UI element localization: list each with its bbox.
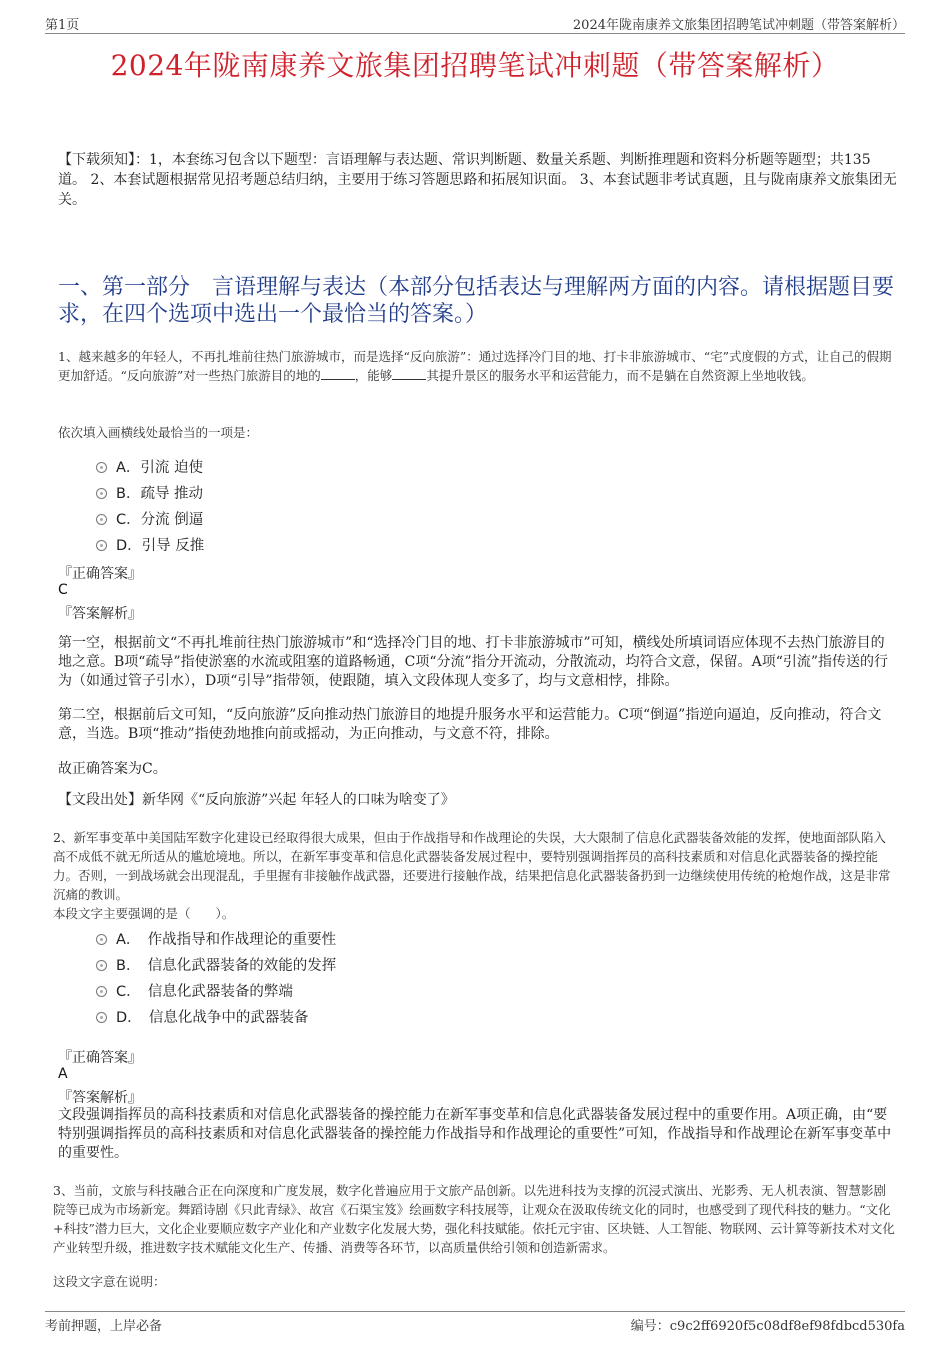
analysis-paragraph-1: 第一空，根据前文“不再扎堆前往热门旅游城市”和“选择冷门目的地、打卡非旅游城市”可知，横线处所填词语应体现不去热门旅游目的地之意。B项“疏导”指使淤塞的水流或阻塞的道路畅通，C项“分流”指分开流动，分散流动，均符合文意，保留。A项“引流”指传送的行为（如通过管子引水），D项“引导”指带领，使跟随，填入文段体现人变多了，均与文意相悖，排除。 <box>58 635 889 689</box>
analysis-paragraph-2: 第二空，根据前后文可知，“反向旅游”反向推动热门旅游目的地提升服务水平和运营能力。C项“倒逼”指逆向逼迫，反向推动，符合文意，当选。B项“推动”指使劲地推向前或摇动，为正向推动，与文意不符，排除。 <box>58 707 882 742</box>
radio-icon[interactable] <box>96 514 107 525</box>
page-number: 第1页 <box>45 18 80 33</box>
question-1-prompt: 依次填入画横线处最恰当的一项是： <box>58 425 259 440</box>
radio-icon[interactable] <box>96 960 107 971</box>
question-1-stem: 1、越来越多的年轻人，不再扎堆前往热门旅游城市，而是选择“反向旅游”：通过选择冷门目的地、打卡非旅游城市、“宅”式度假的方式，让自己的假期更加舒适。“反向旅游”对一些热门旅游目的地的 ，能够 其提升景区的服务水平和运营能力，而不是躺在自然资源上坐地收钱。 <box>58 349 892 383</box>
footer-slogan: 考前押题，上岸必备 <box>45 1319 163 1334</box>
answer-label: 『正确答案』 <box>58 566 142 582</box>
answer-value: C <box>58 582 68 598</box>
footer-rule <box>45 1311 905 1312</box>
download-notice: 【下载须知】：1，本套练习包含以下题型：言语理解与表达题、常识判断题、数量关系题、判断推理题和资料分析题等题型；共135道。 2、本套试题根据常见招考题总结归纳，主要用于练习答题思路和拓展知识面。 3、本套试题非考试真题，且与陇南康养文旅集团无关。 <box>58 152 897 208</box>
blank-2 <box>392 367 426 380</box>
option-a[interactable]: A．引流 迫使 <box>96 456 203 477</box>
question-3-stem: 3、当前，文旅与科技融合正在向深度和广度发展，数字化普遍应用于文旅产品创新。以先进科技为支撑的沉浸式演出、光影秀、无人机表演、智慧影剧院等已成为市场新宠。舞蹈诗剧《只此青绿》、故宫《石渠宝笈》绘画数字科技展等，让观众在汲取传统文化的同时，也感受到了现代科技的魅力。“文化+科技”潜力巨大，文化企业要顺应数字产业化和产业数字化发展大势，强化科技赋能。依托元宇宙、区块链、人工智能、物联网、云计算等新技术对文化产业转型升级，推进数字技术赋能文化生产、传播、消费等各环节，以高质量供给引领和创造新需求。 <box>53 1183 895 1255</box>
question-2-prompt: 本段文字主要强调的是（ ）。 <box>53 906 235 921</box>
option-b[interactable]: B． 信息化武器装备的效能的发挥 <box>96 954 336 975</box>
option-d[interactable]: D． 信息化战争中的武器装备 <box>96 1006 308 1027</box>
answer-label: 『正确答案』 <box>58 1050 142 1066</box>
radio-icon[interactable] <box>96 1012 107 1023</box>
option-a[interactable]: A． 作战指导和作战理论的重要性 <box>96 928 336 949</box>
document-title: 2024年陇南康养文旅集团招聘笔试冲刺题（带答案解析） <box>110 49 840 82</box>
section-heading: 一、第一部分 言语理解与表达（本部分包括表达与理解两方面的内容。请根据题目要求，在四个选项中选出一个最恰当的答案。） <box>58 275 895 327</box>
analysis-paragraph: 文段强调指挥员的高科技素质和对信息化武器装备的操控能力在新军事变革和信息化武器装备发展过程中的重要作用。A项正确，由“要特别强调指挥员的高科技素质和对信息化武器装备的操控能力作战指导和作战理论的重要性”可知，作战指导和作战理论在新军事变革中的重要性。 <box>58 1107 892 1161</box>
radio-icon[interactable] <box>96 462 107 473</box>
option-c[interactable]: C．分流 倒逼 <box>96 508 203 529</box>
option-d[interactable]: D．引导 反推 <box>96 534 204 555</box>
analysis-label: 『答案解析』 <box>58 1090 142 1106</box>
option-c[interactable]: C． 信息化武器装备的弊端 <box>96 980 293 1001</box>
question-2-options <box>96 928 496 1038</box>
analysis-label: 『答案解析』 <box>58 606 142 622</box>
question-3-prompt: 这段文字意在说明： <box>53 1274 166 1289</box>
answer-value: A <box>58 1066 68 1082</box>
question-1-options <box>96 456 496 566</box>
option-b[interactable]: B．疏导 推动 <box>96 482 203 503</box>
question-2-stem: 2、新军事变革中美国陆军数字化建设已经取得很大成果，但由于作战指导和作战理论的失误，大大限制了信息化武器装备效能的发挥，使地面部队陷入高不成低不就无所适从的尴尬境地。所以，在新军事变革和信息化武器装备发展过程中，要特别强调指挥员的高科技素质和对信息化武器装备的操控能力。否则，一到战场就会出现混乱，手里握有非接触作战武器，还要进行接触作战，结果把信息化武器装备扔到一边继续使用传统的枪炮作战，这是非常沉痛的教训。 <box>53 830 891 902</box>
source-citation: 【文段出处】新华网《“反向旅游”兴起 年轻人的口味为啥变了》 <box>58 792 455 808</box>
blank-1 <box>321 367 355 380</box>
analysis-conclusion: 故正确答案为C。 <box>58 761 167 777</box>
radio-icon[interactable] <box>96 540 107 551</box>
radio-icon[interactable] <box>96 488 107 499</box>
document-id: 编号：c9c2ff6920f5c08df8ef98fdbcd530fa <box>630 1319 905 1334</box>
radio-icon[interactable] <box>96 934 107 945</box>
running-header-title: 2024年陇南康养文旅集团招聘笔试冲刺题（带答案解析） <box>572 18 905 33</box>
radio-icon[interactable] <box>96 986 107 997</box>
header-rule <box>45 33 905 34</box>
